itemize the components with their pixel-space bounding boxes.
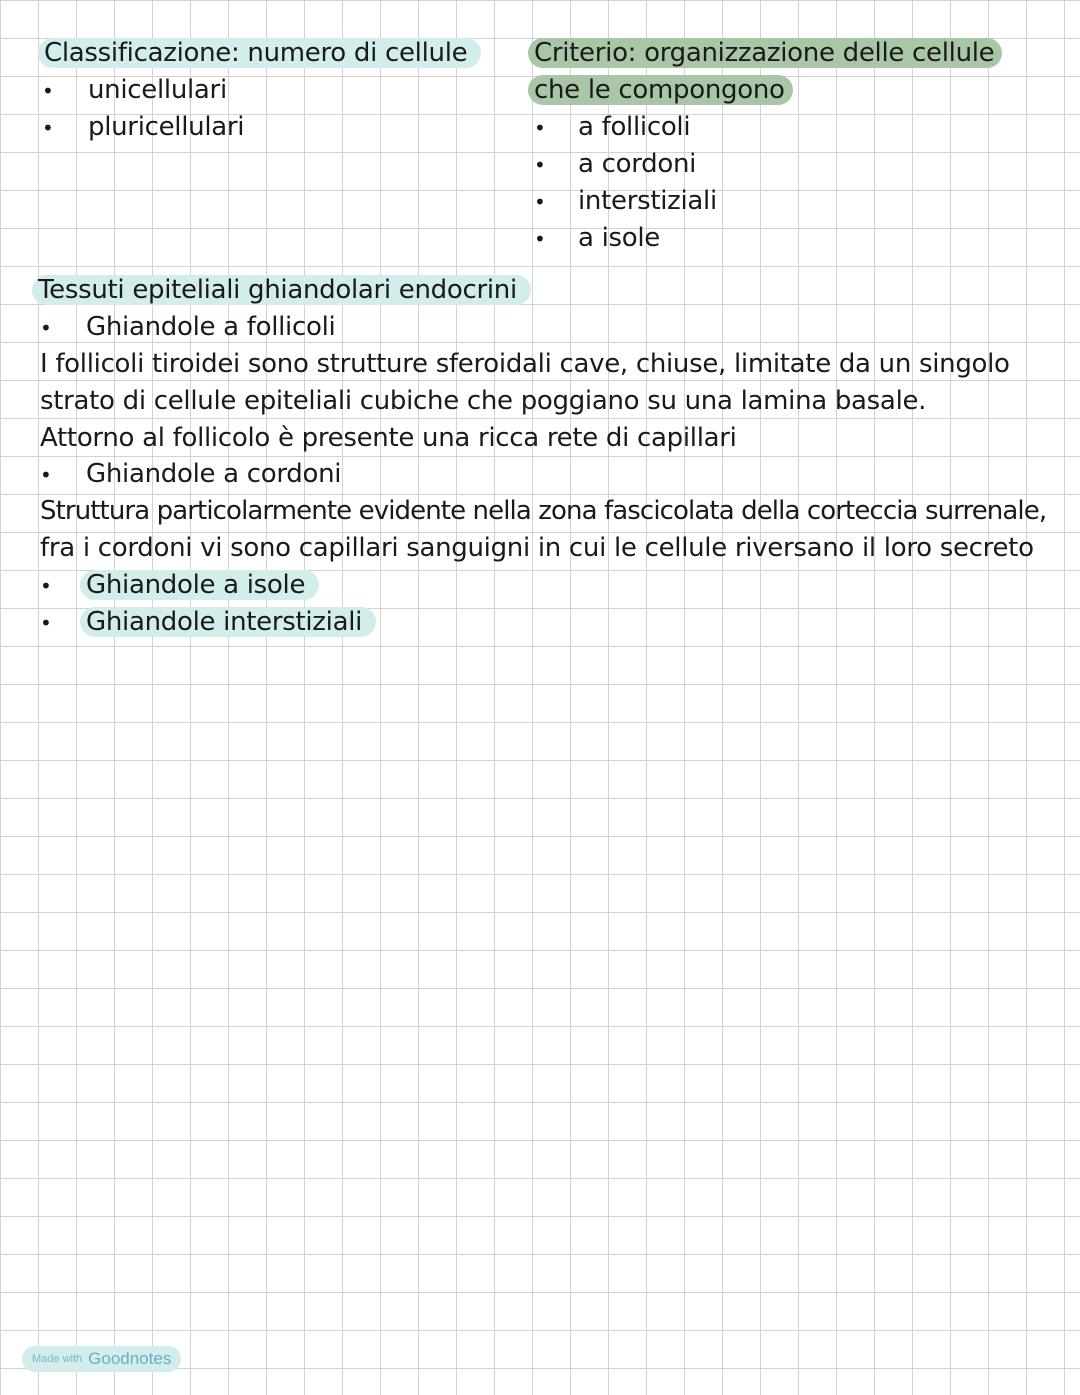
heading-interstiziali xyxy=(86,606,376,638)
bullet: • xyxy=(42,79,54,103)
heading-interstiziali-text: Ghiandole interstiziali xyxy=(80,607,376,637)
heading-isole-text: Ghiandole a isole xyxy=(80,570,319,600)
bullet: • xyxy=(534,153,546,177)
right-item-follicoli: a follicoli xyxy=(578,112,691,142)
right-item-cordoni: a cordoni xyxy=(578,149,697,179)
left-column-title-text: Classificazione: numero di cellule xyxy=(38,38,481,68)
bullet: • xyxy=(534,190,546,214)
right-column-title-line2 xyxy=(534,74,793,106)
heading-isole xyxy=(86,569,319,601)
left-item-pluricellulari: pluricellulari xyxy=(88,112,245,142)
left-column-title xyxy=(44,37,481,69)
follicoli-text-line1: I follicoli tiroidei sono strutture sferoidali cave, chiuse, limitate da un singolo xyxy=(40,349,1010,379)
right-item-isole: a isole xyxy=(578,223,660,253)
goodnotes-logo: Goodnotes xyxy=(88,1349,172,1368)
bullet: • xyxy=(534,227,546,251)
heading-cordoni: Ghiandole a cordoni xyxy=(86,459,342,489)
heading-follicoli: Ghiandole a follicoli xyxy=(86,312,336,342)
section-title-text: Tessuti epiteliali ghiandolari endocrini xyxy=(32,275,531,305)
cordoni-text-line1: Struttura particolarmente evidente nella zona fascicolata della corteccia surrenale, xyxy=(40,496,1047,526)
right-column-title-line1 xyxy=(534,37,1002,69)
bullet: • xyxy=(40,463,52,487)
right-column-title-line2-text: che le compongono xyxy=(528,75,793,105)
right-item-interstiziali: interstiziali xyxy=(578,186,717,216)
bullet: • xyxy=(40,574,52,598)
bullet: • xyxy=(42,116,54,140)
made-with-label: Made with xyxy=(32,1353,83,1365)
bullet: • xyxy=(40,611,52,635)
cordoni-text-line2: fra i cordoni vi sono capillari sanguigni in cui le cellule riversano il loro secreto xyxy=(40,533,1034,563)
right-column-title-line1-text: Criterio: organizzazione delle cellule xyxy=(528,38,1002,68)
left-item-unicellulari: unicellulari xyxy=(88,75,227,105)
bullet: • xyxy=(40,316,52,340)
follicoli-text-line2: strato di cellule epiteliali cubiche che poggiano su una lamina basale. xyxy=(40,386,927,416)
section-title xyxy=(38,274,531,306)
bullet: • xyxy=(534,116,546,140)
follicoli-text-line3: Attorno al follicolo è presente una ricca rete di capillari xyxy=(40,423,737,453)
goodnotes-badge xyxy=(22,1346,181,1372)
